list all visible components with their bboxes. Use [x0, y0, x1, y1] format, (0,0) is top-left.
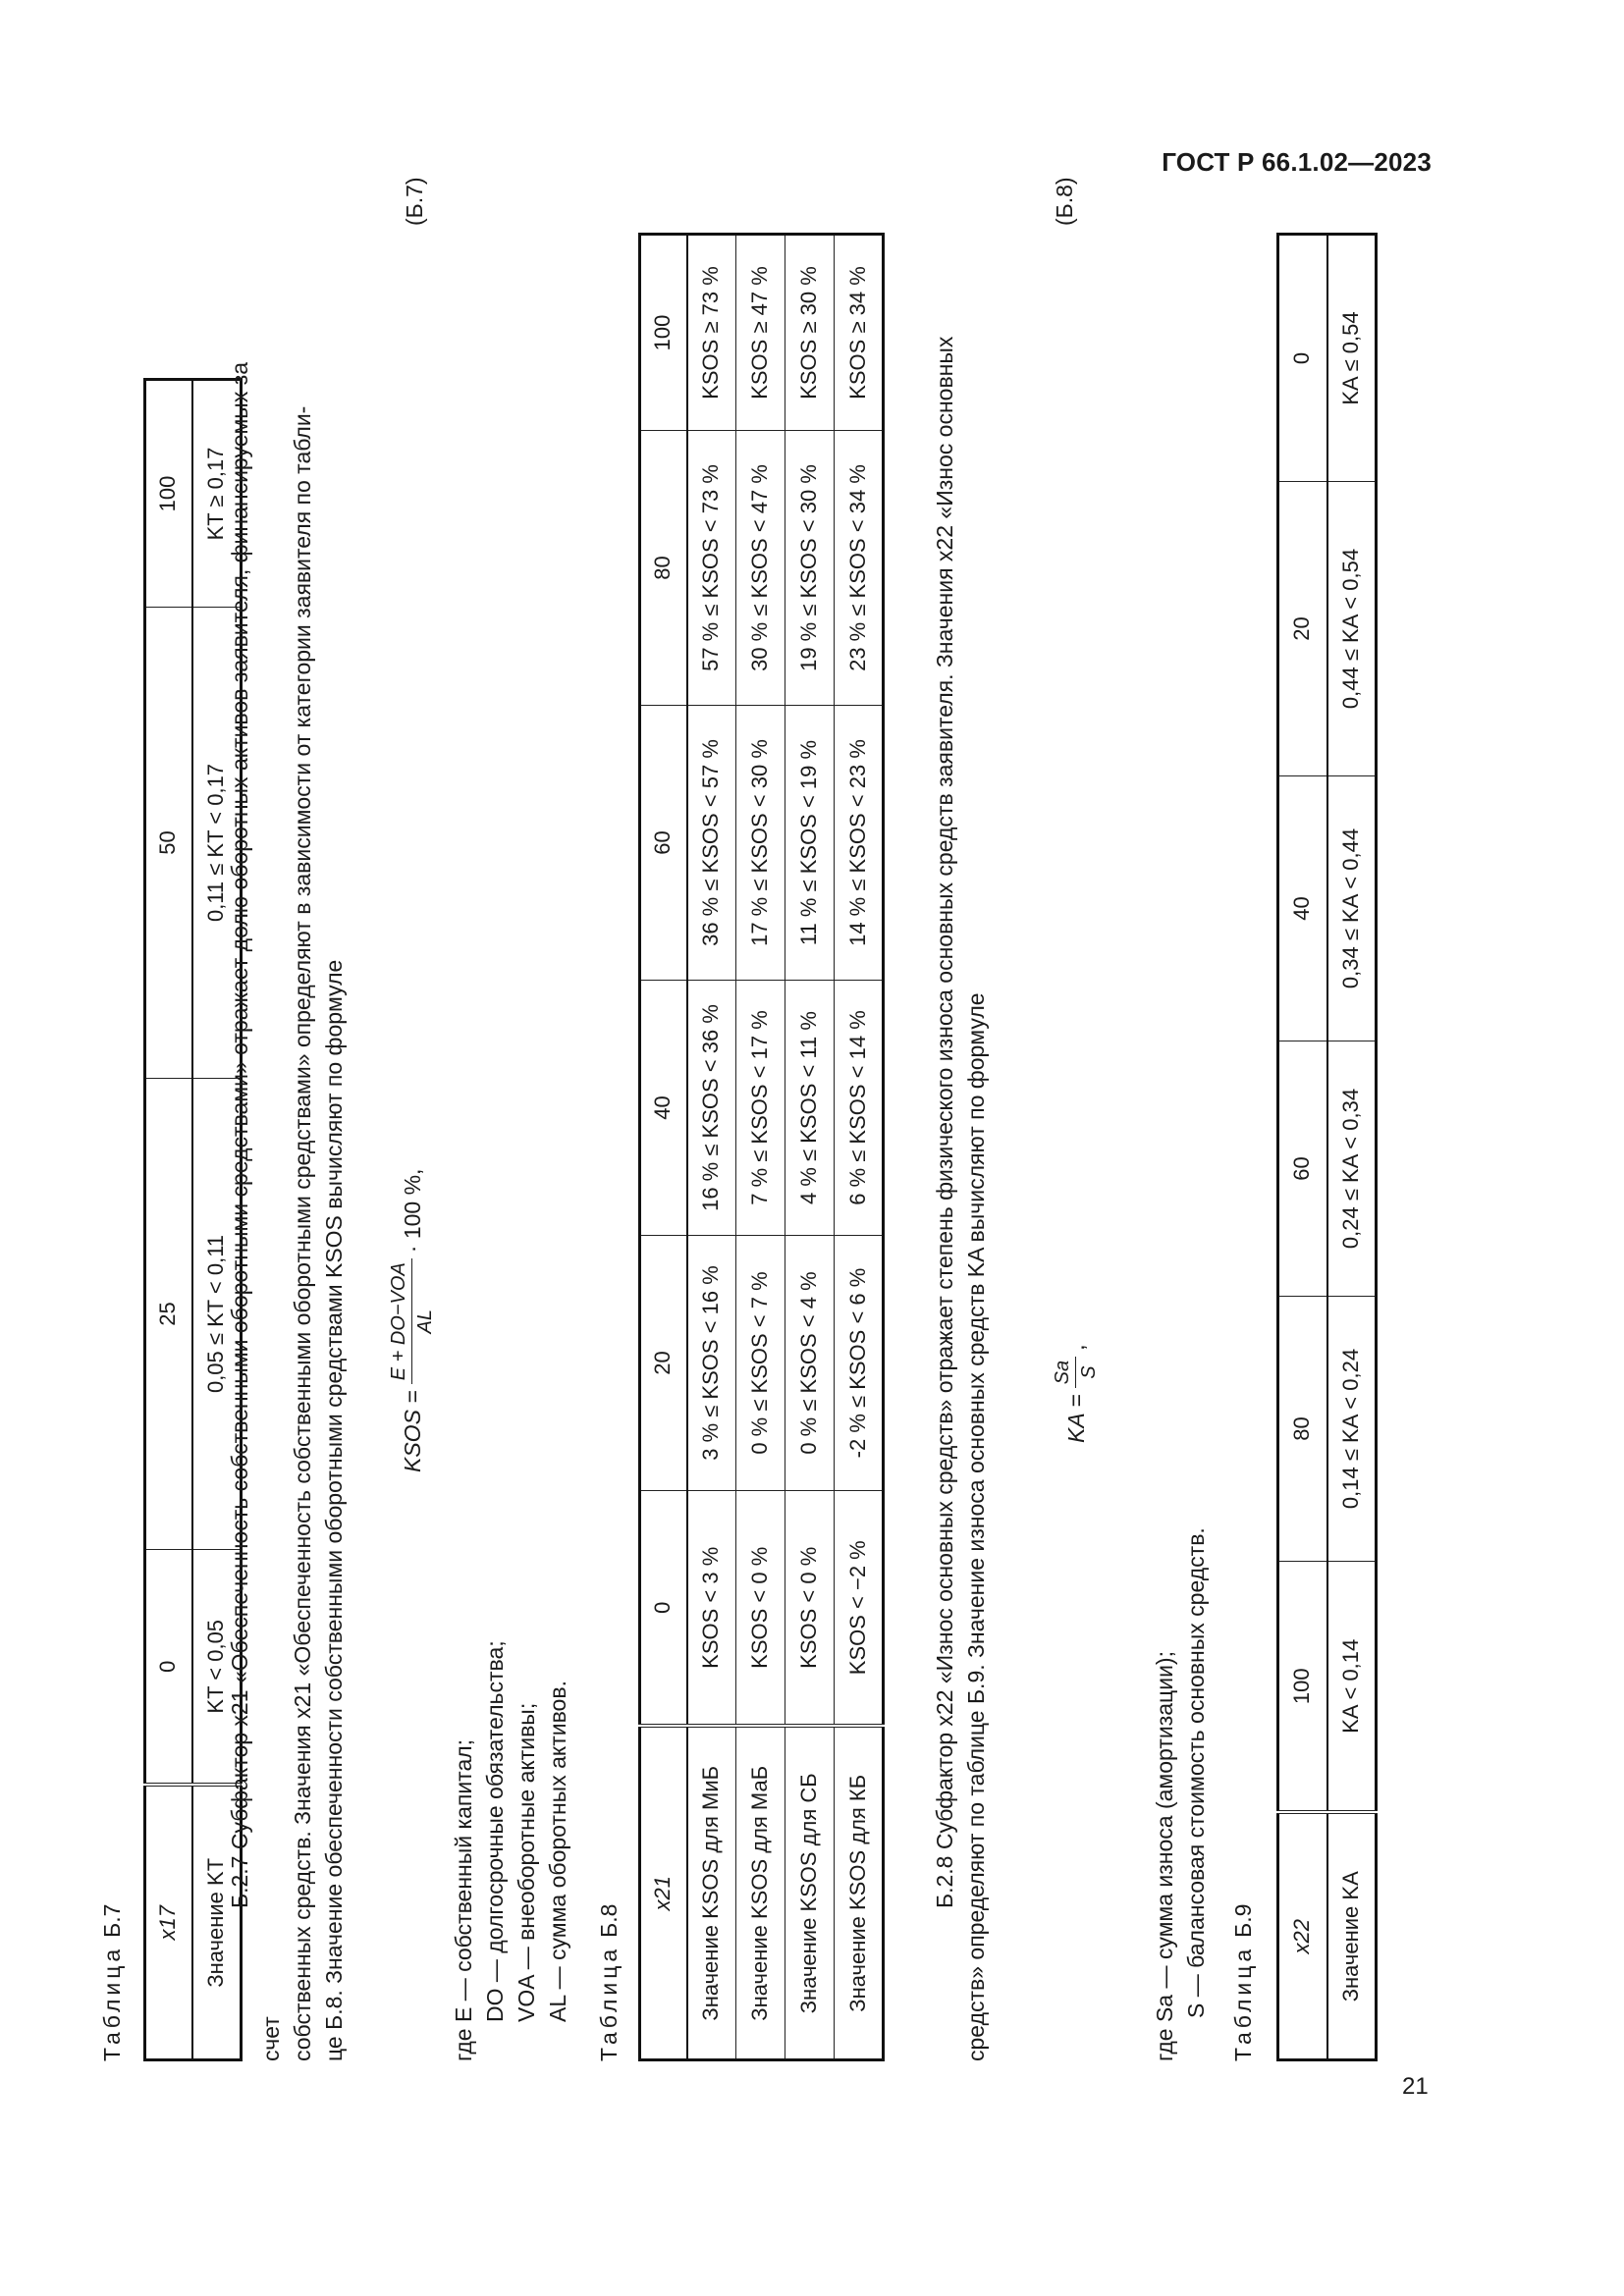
table-b8-cell: KSOS ≥ 34 % — [835, 235, 884, 431]
table-b8-row-label: Значение KSOS для КБ — [835, 1727, 884, 2060]
text-line: собственных средств. Значения x21 «Обеспеченность собственными оборотными средствами» определяют в зависимости от категории заявителя по табли- — [290, 405, 315, 2061]
formula-denominator: AL — [414, 1309, 437, 1334]
table-b8-cell: 3 % ≤ KSOS < 16 % — [687, 1236, 736, 1491]
table-b8-header: 20 — [640, 1236, 687, 1491]
table-b7-header-label: x17 — [145, 1786, 192, 2060]
table-b7-caption: ТаблицаБ.7 — [99, 1903, 125, 2061]
table-b8-cell: 57 % ≤ KSOS < 73 % — [687, 431, 736, 706]
table-b8-cell: 14 % ≤ KSOS < 23 % — [835, 706, 884, 981]
table-b8-row-label: Значение KSOS для СБ — [785, 1727, 835, 2060]
formula-tail: , — [1062, 1344, 1089, 1351]
table-b7-cell: 0,05 ≤ KT < 0,11 — [192, 1079, 242, 1550]
table-b9-caption: ТаблицаБ.9 — [1230, 1903, 1256, 2061]
formula-numerator: E + DO−VOA — [387, 1258, 412, 1384]
table-row — [687, 235, 736, 2060]
formula-fraction — [387, 1258, 438, 1384]
table-row — [785, 235, 835, 2060]
text-line: средств» определяют по таблице Б.9. Значение износа основных средств KA вычисляют по формуле — [963, 992, 989, 2061]
table-b8-cell: KSOS ≥ 73 % — [687, 235, 736, 431]
where-line: где E — собственный капитал; — [451, 1738, 476, 2061]
table-b8-cell: 30 % ≤ KSOS < 47 % — [736, 431, 785, 706]
table-b9-header: 80 — [1278, 1297, 1327, 1562]
formula-b8 — [1051, 1344, 1102, 1443]
table-b8-cell: 0 % ≤ KSOS < 4 % — [785, 1236, 835, 1491]
table-b8-cell: KSOS < 0 % — [785, 1491, 835, 1727]
table-b8-cell: 6 % ≤ KSOS < 14 % — [835, 981, 884, 1236]
formula-number: (Б.8) — [1052, 177, 1077, 226]
table-b8-caption: ТаблицаБ.8 — [596, 1903, 622, 2061]
table-b9-header: 20 — [1278, 482, 1327, 776]
table-b7-header: 25 — [145, 1079, 192, 1550]
table-b9-header: 100 — [1278, 1562, 1327, 1813]
table-b8-cell: KSOS < −2 % — [835, 1491, 884, 1727]
table-b8 — [638, 233, 885, 2061]
table-b8-header: 0 — [640, 1491, 687, 1727]
table-b8-cell: 23 % ≤ KSOS < 34 % — [835, 431, 884, 706]
where-line: AL — сумма оборотных активов. — [545, 1681, 570, 2022]
table-b8-row-label: Значение KSOS для МаБ — [736, 1727, 785, 2060]
table-b8-header: 60 — [640, 706, 687, 981]
where-line: DO — долгосрочные обязательства; — [482, 1640, 508, 2022]
table-b8-cell: 11 % ≤ KSOS < 19 % — [785, 706, 835, 981]
table-b8-header: 40 — [640, 981, 687, 1236]
table-b7-cell: KT ≥ 0,17 — [192, 380, 242, 608]
formula-lhs: KA = — [1062, 1394, 1089, 1443]
formula-numerator: Sa — [1051, 1357, 1076, 1388]
table-b9-header: 40 — [1278, 776, 1327, 1041]
page-number: 21 — [1402, 2073, 1429, 2100]
table-b8-cell: 36 % ≤ KSOS < 57 % — [687, 706, 736, 981]
table-b9 — [1276, 233, 1378, 2061]
where-b27 — [448, 1640, 573, 2061]
table-b8-cell: 17 % ≤ KSOS < 30 % — [736, 706, 785, 981]
text-line: це Б.8. Значение обеспеченности собственными оборотными средствами KSOS вычисляют по формуле — [321, 959, 347, 2061]
formula-b7 — [387, 1169, 438, 1472]
table-b9-cell: 0,24 ≤ KA < 0,34 — [1327, 1041, 1377, 1297]
table-b9-cell: KA ≤ 0,54 — [1327, 235, 1377, 482]
where-b28 — [1149, 1527, 1212, 2061]
table-b7-header: 100 — [145, 380, 192, 608]
table-row — [835, 235, 884, 2060]
table-b9-header: 0 — [1278, 235, 1327, 482]
table-b8-cell: 0 % ≤ KSOS < 7 % — [736, 1236, 785, 1491]
table-b8-cell: 19 % ≤ KSOS < 30 % — [785, 431, 835, 706]
table-b8-header: 80 — [640, 431, 687, 706]
formula-tail: · 100 %, — [399, 1168, 425, 1254]
text-line: Б.2.7 Субфактор x21 «Обеспеченность собственными оборотными средствами» отражает долю оборотных активов заявителя, финансируемых за счет — [227, 361, 284, 2061]
table-b9-row-label: Значение KA — [1327, 1813, 1377, 2060]
table-b7-cell: 0,11 ≤ KT < 0,17 — [192, 608, 242, 1079]
table-b7-header: 0 — [145, 1550, 192, 1786]
table-b9-cell: 0,34 ≤ KA < 0,44 — [1327, 776, 1377, 1041]
table-b8-cell: -2 % ≤ KSOS < 6 % — [835, 1236, 884, 1491]
table-b8-cell: 7 % ≤ KSOS < 17 % — [736, 981, 785, 1236]
where-line: где Sa — сумма износа (амортизации); — [1152, 1651, 1177, 2061]
table-b8-cell: KSOS ≥ 47 % — [736, 235, 785, 431]
table-b9-cell: KA < 0,14 — [1327, 1562, 1377, 1813]
table-b9-header: 60 — [1278, 1041, 1327, 1297]
table-b8-header-label: x21 — [640, 1727, 687, 2060]
where-line: S — балансовая стоимость основных средств. — [1183, 1527, 1209, 2018]
table-b9-cell: 0,44 ≤ KA < 0,54 — [1327, 482, 1377, 776]
table-b8-row-label: Значение KSOS для МиБ — [687, 1727, 736, 2060]
table-b8-cell: KSOS < 3 % — [687, 1491, 736, 1727]
table-b9-cell: 0,14 ≤ KA < 0,24 — [1327, 1297, 1377, 1562]
section-b28-text — [929, 314, 992, 2061]
table-b8-cell: 4 % ≤ KSOS < 11 % — [785, 981, 835, 1236]
section-b27-text — [224, 314, 350, 2061]
table-b7-header: 50 — [145, 608, 192, 1079]
where-line: VOA — внеоборотные активы; — [514, 1702, 539, 2022]
formula-denominator: S — [1078, 1365, 1101, 1379]
table-b9-header-label: x22 — [1278, 1813, 1327, 2060]
table-b7-row-label: Значение KT — [192, 1786, 242, 2060]
formula-lhs: KSOS = — [399, 1390, 425, 1472]
document-code: ГОСТ Р 66.1.02—2023 — [1162, 147, 1432, 177]
table-row — [736, 235, 785, 2060]
rotated-page-content — [99, 177, 1384, 2061]
table-b8-cell: 16 % ≤ KSOS < 36 % — [687, 981, 736, 1236]
table-b7-cell: KT < 0,05 — [192, 1550, 242, 1786]
table-b8-header: 100 — [640, 235, 687, 431]
formula-number: (Б.7) — [402, 177, 427, 226]
formula-fraction — [1051, 1357, 1102, 1388]
table-b8-cell: KSOS ≥ 30 % — [785, 235, 835, 431]
text-line: Б.2.8 Субфактор x22 «Износ основных средств» отражает степень физического износа основных средств заявителя. Значения x22 «Износ основных — [932, 336, 957, 1908]
table-b8-cell: KSOS < 0 % — [736, 1491, 785, 1727]
